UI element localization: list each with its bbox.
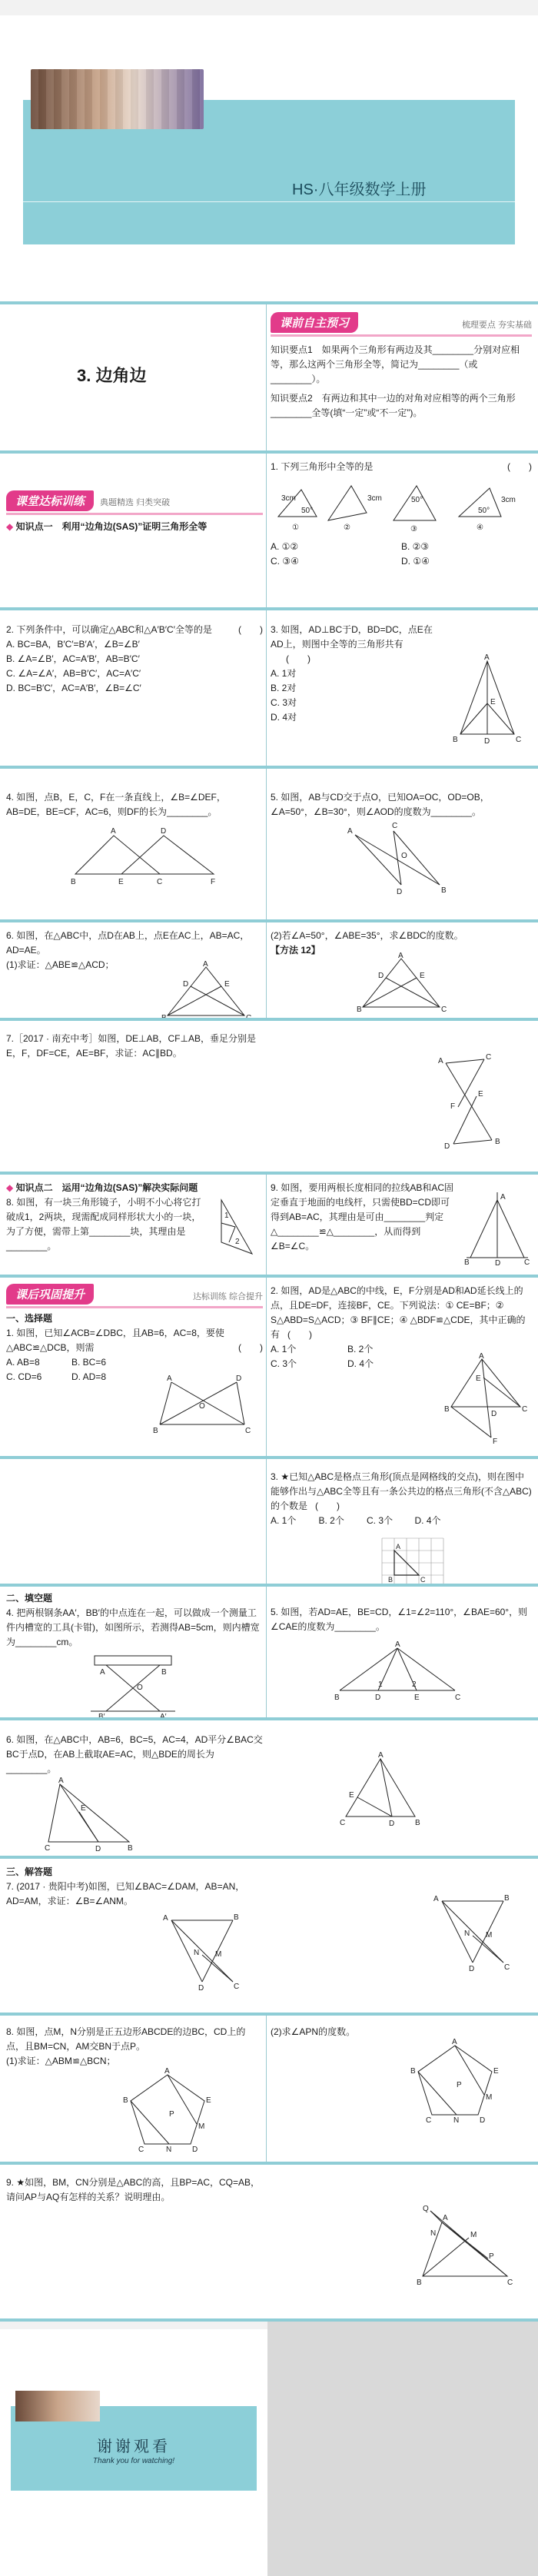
fig-label: O xyxy=(199,1402,205,1411)
knowledge-point-2-text: 知识点二 运用“边角边(SAS)”解决实际问题 xyxy=(15,1182,198,1193)
fig-label: A xyxy=(398,952,404,960)
column-divider xyxy=(266,1175,267,1275)
column-divider xyxy=(266,304,267,450)
slide-class-practice-1 xyxy=(0,454,538,607)
fig-label: A xyxy=(452,2038,457,2046)
question-7: 7.［2017 · 南充中考］如图，DE⊥AB，CF⊥AB，垂足分别是E，F，DF=CE，AE=BF，求证：AC∥BD。 xyxy=(6,1033,256,1059)
fig-label: B xyxy=(415,1819,420,1827)
fig-label: O xyxy=(401,852,407,860)
question-3-text: 3. ★已知△ABC是格点三角形(顶点是网格线的交点)，则在图中能够作出与△ABC全等且有一条公共边的格点三角形(不含△ABC)的个数是 xyxy=(271,1471,532,1511)
banner-note: 典题精选 归类突破 xyxy=(100,498,171,507)
fig-label: D xyxy=(192,2146,198,2154)
fig-label: C xyxy=(486,1053,492,1062)
fig-label: E xyxy=(349,1791,354,1800)
fig-label: F xyxy=(450,1102,456,1111)
fig-label: D xyxy=(161,827,167,836)
question-8: 8. 如图，点M，N分别是正五边形ABCDE的边BC，CD上的点，且BM=CN，AM交BN于点P。 xyxy=(6,2026,246,2052)
option: D. 4个 xyxy=(347,1358,374,1369)
fig-label: C xyxy=(524,1258,530,1267)
option: D. AD=8 xyxy=(71,1371,107,1382)
column-divider xyxy=(266,922,267,1018)
slide-class-practice-2 xyxy=(0,610,538,766)
slide-class-practice-6 xyxy=(0,1175,538,1275)
fig-label: E xyxy=(206,2096,211,2105)
banner-label: 课后巩固提升 xyxy=(6,1284,94,1305)
fig-label: B xyxy=(464,1258,470,1267)
knowledge-point-1 xyxy=(6,520,263,534)
fig-label: C xyxy=(516,736,522,744)
fig-label: D xyxy=(236,1374,242,1383)
fig-label: D xyxy=(444,1142,450,1151)
question-7-figure-right xyxy=(430,1890,515,1974)
option: B. 2个 xyxy=(347,1344,374,1354)
banner-underline xyxy=(6,1306,263,1308)
fig-label: B xyxy=(128,1844,133,1853)
slide-class-practice-5 xyxy=(0,1021,538,1172)
fig-label: B xyxy=(410,2067,416,2076)
end-top-strip xyxy=(0,2322,267,2329)
question-2 xyxy=(271,1284,530,1342)
answer-paren: ( ) xyxy=(286,653,311,664)
fig-label: B xyxy=(417,2279,422,2287)
question-2-option: D. BC=B′C′，AC=A′B′，∠B=∠C′ xyxy=(6,683,141,693)
question-2-figure xyxy=(443,1353,528,1445)
fig-label: C xyxy=(426,2116,432,2125)
fig-label: 3cm xyxy=(501,496,516,504)
question-9: 9. 如图，要用两根长度相同的拉线AB和AC固定垂直于地面的电线杆，只需使BD=CD即可得到AB=AC，其理由是可由________判定△________≌△________，从而得到∠B=∠C。 xyxy=(271,1182,454,1251)
option: C. 3个 xyxy=(271,1358,297,1369)
question-8-part-2: (2)求∠APN的度数。 xyxy=(271,2026,356,2037)
option: D. ①④ xyxy=(401,556,430,567)
option: A. ①② xyxy=(271,541,299,552)
option: C. CD=6 xyxy=(6,1371,42,1382)
question-2-text: 2. 下列条件中，可以确定△ABC和△A′B′C′全等的是 xyxy=(6,624,212,635)
banner-underline xyxy=(271,334,532,337)
end-subtitle: Thank you for watching! xyxy=(92,2457,175,2465)
option: B. BC=6 xyxy=(71,1357,107,1368)
fig-label: A xyxy=(484,653,490,662)
fig-label: A xyxy=(100,1668,105,1677)
question-8-figure xyxy=(214,1196,260,1258)
fig-label: B xyxy=(334,1694,340,1702)
question-2-option: C. ∠A=∠A′，AB=B′C′，AC=A′C′ xyxy=(6,668,141,679)
fig-label: A xyxy=(479,1352,484,1361)
fig-label: ② xyxy=(344,524,350,532)
column-divider xyxy=(266,2016,267,2162)
slide-after-class-4 xyxy=(0,1720,538,1856)
fig-label: A xyxy=(164,2067,170,2076)
answer-paren: ( ) xyxy=(238,1342,263,1353)
fig-label: N xyxy=(194,1949,200,1957)
banner-label: 课堂达标训练 xyxy=(6,490,94,511)
question-7-figure xyxy=(160,1909,244,1993)
question-1 xyxy=(6,1326,263,1355)
question-1-options xyxy=(271,540,532,569)
fig-label: P xyxy=(457,2081,462,2089)
question-5-figure xyxy=(332,1640,463,1702)
cover-title: HS·八年级数学上册 xyxy=(292,181,427,198)
option: C. 3个 xyxy=(367,1515,394,1526)
fig-label: E xyxy=(478,1090,483,1099)
banner-label: 课前自主预习 xyxy=(271,312,358,333)
fig-label: A xyxy=(111,827,116,836)
slide-after-class-5 xyxy=(0,1859,538,2013)
slide-after-class-1 xyxy=(0,1278,538,1456)
question-2-option: A. BC=BA，B′C′=B′A′，∠B=∠B′ xyxy=(6,639,140,650)
question-1-text: 1. 下列三角形中全等的是 xyxy=(271,461,374,472)
fig-label: A xyxy=(433,1895,439,1903)
question-3-figure xyxy=(449,653,526,746)
question-8: 8. 如图，有一块三角形镜子，小明不小心将它打破成1，2两块，现需配成同样形状大小的一块，为了方便，需带上第________块，其理由是________。 xyxy=(6,1197,201,1251)
fig-label: D xyxy=(491,1410,497,1418)
question-3-option: C. 3对 xyxy=(271,697,297,708)
fig-label: O xyxy=(137,1684,143,1692)
fig-label: A xyxy=(58,1777,64,1785)
fig-label: A xyxy=(396,1543,401,1551)
key-point-1: 知识要点1 如果两个三角形有两边及其________分别对应相等，那么这两个三角形全等，简记为________（或________）。 xyxy=(271,344,520,384)
fig-label: B xyxy=(161,1668,167,1677)
answer-paren: ( ) xyxy=(287,1329,313,1340)
fig-label: C xyxy=(392,822,398,830)
column-divider xyxy=(266,454,267,607)
question-6-figure xyxy=(45,1777,137,1853)
fig-label: D xyxy=(198,1984,204,1993)
fig-label: N xyxy=(166,2146,172,2154)
fig-label: F xyxy=(211,878,216,886)
fig-label: C xyxy=(441,1005,447,1014)
banner-underline xyxy=(6,513,263,515)
fig-label: A xyxy=(167,1374,172,1383)
banner-note: 达标训练 综合提升 xyxy=(192,1292,263,1301)
fig-label: E xyxy=(224,980,230,989)
fig-label: B xyxy=(357,1005,362,1014)
question-5: 5. 如图，若AD=AE，BE=CD，∠1=∠2=110°，∠BAE=60°，则∠CAE的度数为________。 xyxy=(271,1607,528,1632)
column-divider xyxy=(266,1278,267,1456)
fig-label: E xyxy=(490,698,496,706)
slide-class-practice-3 xyxy=(0,769,538,919)
end-photo xyxy=(15,2391,100,2421)
question-9: 9. ★如图，BM，CN分别是△ABC的高，且BP=AC，CQ=AB，请问AP与AQ有怎样的关系？说明理由。 xyxy=(6,2177,261,2202)
fig-label: 50° xyxy=(301,507,314,515)
fig-label: E xyxy=(81,1804,86,1813)
end-title: 谢谢观看 xyxy=(97,2438,171,2455)
fig-label: 50° xyxy=(411,496,423,504)
fig-label: D xyxy=(183,980,189,989)
fig-label: A xyxy=(203,960,208,969)
fig-label: F xyxy=(493,1438,498,1446)
fig-label: M xyxy=(215,1950,222,1959)
section-banner xyxy=(6,1284,263,1305)
fig-label: 1 xyxy=(224,1212,229,1220)
option: B. ②③ xyxy=(401,541,430,552)
section-banner xyxy=(271,312,532,333)
column-divider xyxy=(266,1587,267,1717)
end-blank-area xyxy=(269,2322,538,2576)
fig-label: B xyxy=(495,1138,500,1146)
end-slide xyxy=(0,2322,267,2576)
question-1-figure xyxy=(271,474,524,536)
slide-class-practice-4 xyxy=(0,922,538,1018)
fig-label: B xyxy=(71,878,76,886)
fig-label: B xyxy=(444,1405,450,1414)
fig-label: 2 xyxy=(235,1238,240,1246)
question-3 xyxy=(271,1470,532,1514)
question-8-part-1: (1)求证：△ABM≌△BCN； xyxy=(6,2056,116,2066)
question-9-figure xyxy=(463,1188,532,1268)
fig-label: M xyxy=(470,2231,477,2239)
fig-label: C xyxy=(234,1983,240,1991)
section-fill-blank: 二、填空题 xyxy=(6,1593,53,1604)
question-2-options xyxy=(271,1342,424,1371)
column-divider xyxy=(266,1459,267,1584)
question-9-figure xyxy=(415,2203,515,2288)
fig-label: 3cm xyxy=(281,494,296,503)
question-4-figure xyxy=(83,1650,183,1719)
question-2-option: B. ∠A=∠B′，AC=A′B′，AB=B′C′ xyxy=(6,653,140,664)
cover-top-strip xyxy=(0,0,538,15)
fig-label: A xyxy=(378,1751,384,1760)
fig-label: ③ xyxy=(410,525,417,533)
question-2-text: 2. 如图，AD是△ABC的中线，E，F分别是AD和AD延长线上的点，且DE=DF，连接BF，CE。下列说法：① CE=BF；② S△ABD=S△ACD；③ BF∥CE；④ △BDF≌△CDE，其中正确的有 xyxy=(271,1285,526,1340)
question-3 xyxy=(271,623,440,666)
question-7-figure xyxy=(430,1052,515,1152)
question-6: 6. 如图，在△ABC中，点D在AB上，点E在AC上，AB=AC，AD=AE。 xyxy=(6,930,250,956)
fig-label: C xyxy=(340,1819,346,1827)
fig-label: C xyxy=(138,2146,144,2154)
fig-label: C xyxy=(455,1694,461,1702)
question-3-option: B. 2对 xyxy=(271,683,297,693)
fig-label: Q xyxy=(423,2205,429,2213)
option: B. 2个 xyxy=(318,1515,344,1526)
method-tag: 【方法 12】 xyxy=(271,945,320,956)
fig-label: 1 xyxy=(378,1680,383,1689)
bullet-icon: ◆ xyxy=(6,1182,14,1193)
fig-label: E xyxy=(420,972,425,980)
option: A. AB=8 xyxy=(6,1357,40,1368)
fig-label: D xyxy=(378,972,384,980)
fig-label: B xyxy=(388,1576,394,1584)
fig-label: B xyxy=(441,886,447,895)
answer-paren: ( ) xyxy=(507,461,532,472)
option: C. ③④ xyxy=(271,556,299,567)
question-1-figure xyxy=(148,1374,256,1436)
question-5: 5. 如图，AB与CD交于点O，已知OA=OC，OD=OB，∠A=50°，∠B=30°，则∠AOD的度数为________。 xyxy=(271,792,490,817)
fig-label: N xyxy=(453,2116,460,2125)
question-4-figure xyxy=(68,824,221,889)
option: A. 1个 xyxy=(271,1515,297,1526)
question-2 xyxy=(6,623,263,637)
column-divider xyxy=(266,610,267,766)
fig-label: B xyxy=(234,1913,239,1922)
fig-label: C xyxy=(507,2279,513,2287)
cover-photo-shade xyxy=(31,69,204,129)
fig-label: B xyxy=(123,2096,128,2105)
fig-label: A xyxy=(443,2214,448,2222)
option: A. 1个 xyxy=(271,1344,297,1354)
fig-label: D xyxy=(484,737,490,746)
knowledge-point-1-text: 知识点一 利用“边角边(SAS)”证明三角形全等 xyxy=(15,521,208,532)
fig-label: D xyxy=(480,2116,486,2125)
fig-label: C xyxy=(45,1844,51,1853)
fig-label: E xyxy=(493,2067,499,2076)
banner-note: 梳理要点 夯实基础 xyxy=(461,321,532,330)
section-banner xyxy=(6,490,263,511)
fig-label: P xyxy=(489,2252,494,2261)
fig-label: C xyxy=(420,1576,426,1584)
fig-label: M xyxy=(486,2093,493,2102)
answer-paren: ( ) xyxy=(238,624,263,635)
fig-label: A xyxy=(500,1193,506,1202)
fig-label: C xyxy=(157,878,163,886)
fig-label: M xyxy=(486,1931,493,1939)
fig-label: A xyxy=(395,1640,400,1649)
slide-after-class-2 xyxy=(0,1459,538,1584)
answer-paren: ( ) xyxy=(315,1501,340,1511)
fig-label: E xyxy=(118,878,124,886)
fig-label: N xyxy=(464,1930,470,1938)
fig-label: E xyxy=(414,1694,420,1702)
fig-label: D xyxy=(397,888,403,896)
fig-label: ④ xyxy=(477,524,483,532)
fig-label: ① xyxy=(292,524,299,532)
fig-label: 3cm xyxy=(367,494,382,503)
question-3-option: A. 1对 xyxy=(271,668,297,679)
question-6-part-1: (1)求证：△ABE≌△ACD； xyxy=(6,959,115,970)
fig-label: D xyxy=(389,1820,395,1828)
fig-label: B xyxy=(504,1894,510,1903)
question-3-options xyxy=(271,1514,463,1528)
question-3-figure xyxy=(378,1534,447,1588)
question-8-figure xyxy=(121,2069,214,2153)
fig-label: D xyxy=(495,1259,501,1268)
cover-title-underline xyxy=(23,201,515,202)
option: D. 4个 xyxy=(414,1515,441,1526)
section-solutions: 三、解答题 xyxy=(6,1866,53,1877)
slide-after-class-3 xyxy=(0,1587,538,1717)
slide-lesson-intro xyxy=(0,304,538,450)
fig-label: C xyxy=(504,1963,510,1972)
fig-label: A xyxy=(438,1057,443,1065)
question-4: 4. 把两根钢条AA′，BB′的中点连在一起，可以做成一个测量工件内槽宽的工具(卡钳)，如图所示，若测得AB=5cm，则内槽宽为________cm。 xyxy=(6,1607,260,1647)
question-3-text: 3. 如图，AD⊥BC于D，BD=DC，点E在AD上，则图中全等的三角形共有 xyxy=(271,624,433,650)
knowledge-point-2 xyxy=(6,1181,263,1195)
question-1 xyxy=(271,460,532,474)
fig-label: B xyxy=(153,1427,158,1435)
question-6: 6. 如图，在△ABC中，AB=6，BC=5，AC=4，AD平分∠BAC交BC于点D，在AB上截取AE=AC，则△BDE的周长为________。 xyxy=(6,1734,263,1774)
slide-after-class-7 xyxy=(0,2165,538,2318)
question-3-option: D. 4对 xyxy=(271,712,297,723)
bullet-icon: ◆ xyxy=(6,521,14,532)
question-1-options xyxy=(6,1355,137,1384)
fig-label: P xyxy=(169,2110,174,2119)
fig-label: 50° xyxy=(478,507,490,515)
fig-label: D xyxy=(375,1694,381,1702)
fig-label: N xyxy=(430,2229,437,2238)
question-6-part-2: (2)若∠A=50°，∠ABE=35°，求∠BDC的度数。 xyxy=(271,930,463,941)
cover-slide xyxy=(0,0,538,301)
column-divider xyxy=(266,769,267,919)
question-8-figure-right xyxy=(409,2039,501,2124)
key-point-2: 知识要点2 有两边和其中一边的对角对应相等的两个三角形________全等(填“一定”或“不一定”)。 xyxy=(271,393,516,418)
fig-label: E xyxy=(476,1374,481,1383)
section-multiple-choice: 一、选择题 xyxy=(6,1313,53,1324)
fig-label: C xyxy=(522,1405,528,1414)
fig-label: A xyxy=(347,827,353,836)
fig-label: D xyxy=(95,1845,101,1853)
question-4: 4. 如图，点B，E，C，F在一条直线上，∠B=∠DEF，AB=DE，BE=CF，AC=6，则DF的长为________。 xyxy=(6,792,226,817)
fig-label: B xyxy=(453,736,458,744)
fig-label: C xyxy=(245,1427,251,1435)
question-6-figure-repeat xyxy=(355,952,447,1014)
fig-label: 2 xyxy=(412,1680,417,1689)
lesson-title: 3. 边角边 xyxy=(77,366,147,385)
question-1-text: 1. 如图，已知∠ACB=∠DBC，且AB=6，AC=8，要使△ABC≌△DCB，则需 xyxy=(6,1328,224,1353)
fig-label: M xyxy=(198,2122,205,2131)
fig-label: D xyxy=(469,1965,475,1973)
question-6-figure-right xyxy=(338,1751,423,1828)
slide-after-class-6 xyxy=(0,2016,538,2162)
question-5-figure xyxy=(340,819,455,896)
question-6-figure xyxy=(160,960,252,1021)
question-7: 7. (2017 · 贵阳中考)如图，已知∠BAC=∠DAM，AB=AN，AD=AM，求证：∠B=∠ANM。 xyxy=(6,1881,245,1906)
fig-label: A xyxy=(163,1914,168,1923)
